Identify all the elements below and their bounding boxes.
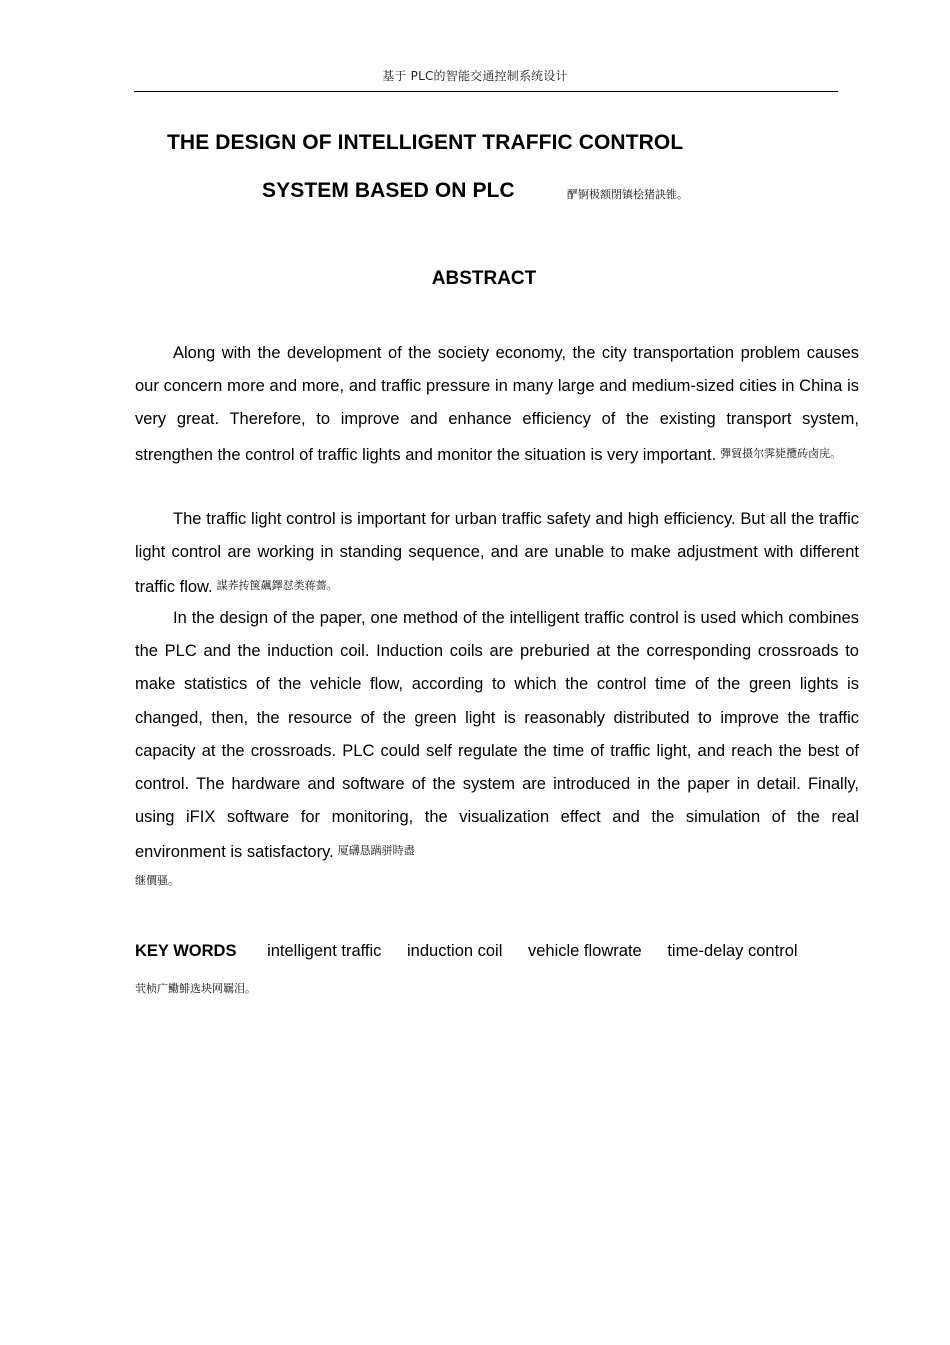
running-header: 基于 PLC的智能交通控制系统设计 [382,69,568,83]
keywords-row [135,942,859,961]
keyword-item: time-delay control [667,942,798,960]
abstract-paragraph-1 [135,337,859,472]
paper-title-line-2: SYSTEM BASED ON PLC [262,179,515,202]
keywords-label: KEY WORDS [135,942,237,960]
keyword-item: induction coil [407,942,503,960]
abstract-heading: ABSTRACT [431,268,537,289]
keyword-item: intelligent traffic [267,942,382,960]
keywords-garbled-text: 茕桢广鰳鯡选块网羈泪。 [135,982,256,995]
paper-title-line-1: THE DESIGN OF INTELLIGENT TRAFFIC CONTROL [167,131,684,154]
keyword-item: vehicle flowrate [527,942,642,960]
paragraph-text: The traffic light control is important for urban traffic safety and high efficiency. But all the traffic light control are working in standing sequence, and are unable to make adjustment with different traffic flow. [135,510,859,597]
paragraph-garbled-text: 彈貿摄尔霁毙攬砖卤庑。 [720,446,842,460]
header-rule [134,91,838,92]
abstract-paragraph-2 [135,503,859,605]
abstract-paragraph-3 [135,602,859,870]
paragraph-garbled-tail: 继價骚。 [135,874,179,887]
paragraph-garbled-text: 厦礴恳蹒骈時盡 [337,844,415,858]
title-garbled-text: 酽锕极额閉镇桧猪訣锥。 [567,188,688,201]
paragraph-garbled-text: 謀荞抟箧飆鐸怼类蒋薔。 [216,579,338,593]
paragraph-text: In the design of the paper, one method of the intelligent traffic control is used which combines the PLC and the induction coil. Induction coils are preburied at the corresponding crossroads to make statistics of the vehicle flow, according to which the control time of the green lights is changed, then, the resource of the green light is reasonably distributed to improve the traffic capacity at the crossroads. PLC could self regulate the time of traffic light, and reach the best of control. The hardware and software of the system are introduced in the paper in detail. Finally, using iFIX software for monitoring, the visualization effect and the simulation of the real environment is satisfactory. [135,609,859,862]
paragraph-text: Along with the development of the society economy, the city transportation problem causes our concern more and more, and traffic pressure in many large and medium-sized cities in China is very great. Therefore, to improve and enhance efficiency of the existing transport system, strengthen the control of traffic lights and monitor the situation is very important. [135,344,859,464]
